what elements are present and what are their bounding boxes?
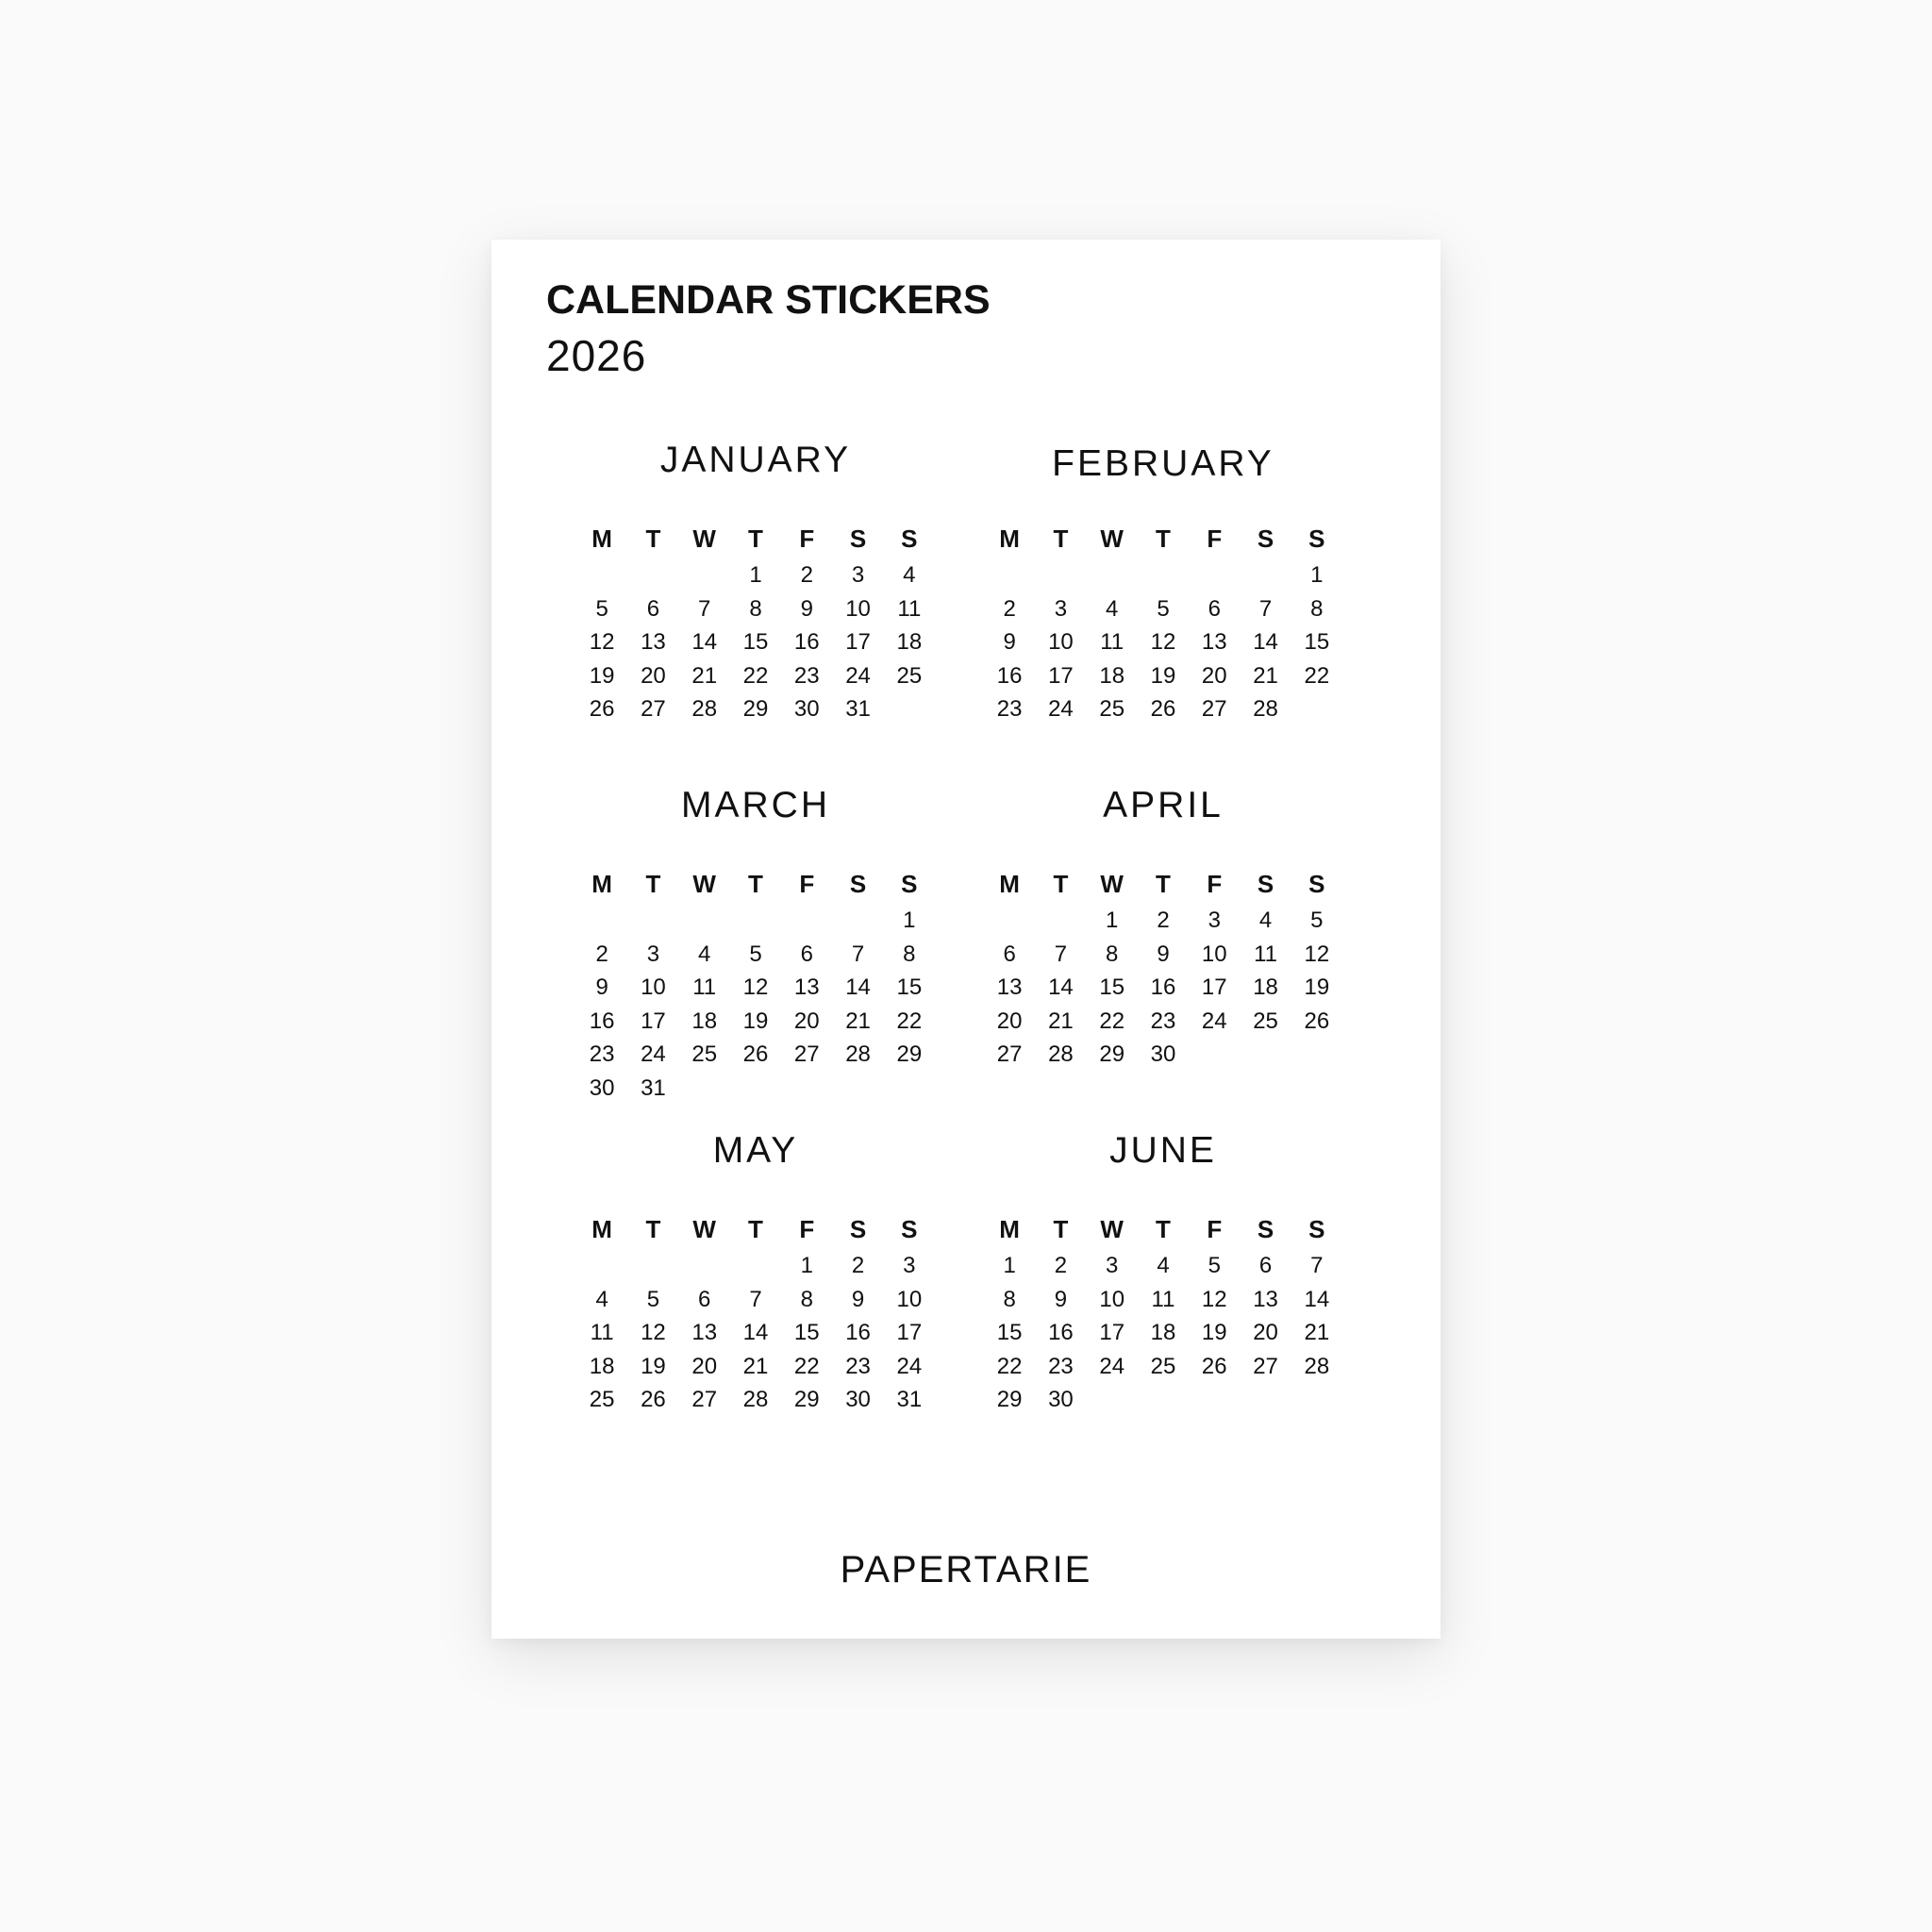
weekday-label: T <box>645 870 661 898</box>
day-cell: 14 <box>1048 974 1074 1000</box>
day-cell: 6 <box>698 1286 711 1312</box>
day-cell: 9 <box>1054 1286 1068 1312</box>
day-cell: 15 <box>742 629 769 655</box>
weekday-label: S <box>901 525 918 553</box>
weekday-label: S <box>901 1215 918 1243</box>
weekday-label: M <box>591 525 612 553</box>
day-cell: 19 <box>1150 662 1176 689</box>
day-cell: 24 <box>641 1041 666 1067</box>
week-row <box>576 1005 935 1039</box>
day-cell: 17 <box>641 1008 666 1034</box>
day-cell: 10 <box>641 974 666 1000</box>
day-cell: 20 <box>793 1008 820 1034</box>
week-row <box>984 938 1342 972</box>
weekday-label: W <box>692 1215 716 1243</box>
month-name: MARCH <box>681 785 830 825</box>
day-cell: 18 <box>691 1008 718 1034</box>
weekday-label: T <box>1156 525 1171 553</box>
day-cell: 20 <box>641 662 666 689</box>
weekday-label: T <box>1053 1215 1069 1243</box>
week-row <box>984 625 1342 659</box>
day-cell: 28 <box>742 1387 769 1412</box>
weekday-label: S <box>1308 1215 1325 1243</box>
week-row <box>576 1249 935 1283</box>
month-name: APRIL <box>1103 785 1224 825</box>
day-cell: 23 <box>1150 1008 1176 1034</box>
weekday-label: W <box>1100 1215 1124 1243</box>
day-cell: 6 <box>646 595 660 622</box>
week-row <box>576 971 935 1005</box>
empty-day-cell <box>730 1249 781 1283</box>
week-row <box>984 1038 1342 1072</box>
day-cell: 17 <box>1201 974 1227 1000</box>
week-row <box>576 592 935 626</box>
week-row <box>576 558 935 592</box>
day-cell: 30 <box>1048 1387 1074 1412</box>
day-cell: 2 <box>1157 908 1170 933</box>
day-cell: 16 <box>793 629 820 655</box>
day-cell: 10 <box>1201 941 1227 967</box>
weekday-label: W <box>692 870 716 898</box>
day-cell: 14 <box>742 1320 769 1345</box>
weekday-label: T <box>1053 525 1069 553</box>
weekday-label: T <box>1156 870 1171 898</box>
day-cell: 27 <box>1253 1353 1278 1379</box>
day-cell: 19 <box>742 1008 769 1034</box>
day-cell: 15 <box>793 1320 820 1345</box>
empty-day-cell <box>1138 558 1189 592</box>
week-row <box>576 1316 935 1350</box>
month-name: MAY <box>712 1130 799 1171</box>
month-grid <box>576 864 935 1105</box>
day-cell: 2 <box>1003 595 1016 622</box>
day-cell: 1 <box>1310 562 1324 588</box>
day-cell: 16 <box>996 662 1023 689</box>
empty-day-cell <box>984 904 1035 938</box>
empty-day-cell <box>576 904 627 938</box>
day-cell: 1 <box>1003 1253 1016 1278</box>
day-cell: 3 <box>646 941 660 967</box>
day-cell: 10 <box>1048 629 1074 655</box>
day-cell: 23 <box>1048 1353 1074 1379</box>
day-cell: 28 <box>691 696 718 722</box>
day-cell: 20 <box>1201 662 1227 689</box>
week-row <box>576 1383 935 1417</box>
week-row <box>576 1038 935 1072</box>
weekday-label: S <box>1257 870 1274 898</box>
weekday-header <box>984 864 1342 904</box>
weekday-label: S <box>849 870 867 898</box>
day-cell: 24 <box>896 1353 923 1379</box>
weekday-label: S <box>1257 525 1274 553</box>
empty-day-cell <box>627 904 678 938</box>
day-cell: 7 <box>851 941 865 967</box>
day-cell: 28 <box>1048 1041 1074 1067</box>
brand-name: PAPERTARIE <box>840 1549 1092 1591</box>
week-row <box>576 938 935 972</box>
day-cell: 15 <box>996 1320 1023 1345</box>
week-row <box>984 1383 1342 1417</box>
week-row <box>576 692 935 726</box>
month-grid <box>576 519 935 726</box>
day-cell: 18 <box>589 1353 615 1379</box>
day-cell: 11 <box>692 974 717 1000</box>
day-cell: 23 <box>996 696 1023 722</box>
day-cell: 4 <box>1157 1253 1170 1278</box>
day-cell: 4 <box>698 941 711 967</box>
day-cell: 17 <box>896 1320 923 1345</box>
day-cell: 9 <box>1003 629 1016 655</box>
empty-day-cell <box>576 558 627 592</box>
day-cell: 1 <box>1106 908 1119 933</box>
week-row <box>984 692 1342 726</box>
month-grid <box>984 1209 1342 1417</box>
sheet-title: CALENDAR STICKERS <box>546 277 991 323</box>
day-cell: 5 <box>1310 908 1324 933</box>
day-cell: 8 <box>903 941 916 967</box>
day-cell: 17 <box>1048 662 1074 689</box>
day-cell: 10 <box>896 1286 923 1312</box>
day-cell: 14 <box>1304 1286 1330 1312</box>
day-cell: 12 <box>589 629 615 655</box>
week-row <box>576 1072 935 1106</box>
day-cell: 16 <box>1150 974 1176 1000</box>
sticker-sheet <box>491 240 1441 1639</box>
month-grid <box>984 864 1342 1072</box>
day-cell: 3 <box>851 562 865 588</box>
empty-day-cell <box>679 1249 730 1283</box>
day-cell: 3 <box>903 1253 916 1278</box>
day-cell: 14 <box>691 629 718 655</box>
day-cell: 2 <box>1054 1253 1068 1278</box>
weekday-header <box>576 519 935 558</box>
day-cell: 31 <box>845 696 871 722</box>
day-cell: 27 <box>793 1041 820 1067</box>
weekday-label: S <box>1308 870 1325 898</box>
weekday-label: T <box>1156 1215 1171 1243</box>
day-cell: 20 <box>996 1008 1023 1034</box>
day-cell: 27 <box>691 1387 718 1412</box>
day-cell: 26 <box>742 1041 769 1067</box>
day-cell: 8 <box>1003 1286 1016 1312</box>
weekday-label: F <box>1207 1215 1223 1243</box>
month-name: JUNE <box>1109 1130 1217 1171</box>
day-cell: 5 <box>749 941 762 967</box>
weekday-header <box>984 1209 1342 1249</box>
day-cell: 4 <box>1258 908 1273 933</box>
weekday-label: T <box>748 525 763 553</box>
weekday-label: M <box>999 870 1020 898</box>
day-cell: 18 <box>1253 974 1278 1000</box>
day-cell: 22 <box>793 1353 820 1379</box>
day-cell: 14 <box>1253 629 1278 655</box>
weekday-label: S <box>1257 1215 1274 1243</box>
day-cell: 6 <box>1208 595 1221 622</box>
week-row <box>984 1350 1342 1384</box>
day-cell: 29 <box>742 696 769 722</box>
day-cell: 31 <box>896 1387 923 1412</box>
day-cell: 21 <box>1253 662 1278 689</box>
week-row <box>576 625 935 659</box>
day-cell: 5 <box>595 595 608 622</box>
day-cell: 1 <box>903 908 916 933</box>
day-cell: 25 <box>1253 1008 1278 1034</box>
day-cell: 22 <box>896 1008 923 1034</box>
weekday-label: S <box>901 870 918 898</box>
day-cell: 25 <box>896 662 923 689</box>
day-cell: 12 <box>641 1320 666 1345</box>
weekday-label: T <box>645 525 661 553</box>
day-cell: 12 <box>1150 629 1176 655</box>
empty-day-cell <box>730 904 781 938</box>
day-cell: 22 <box>996 1353 1023 1379</box>
day-cell: 21 <box>691 662 718 689</box>
weekday-header <box>984 519 1342 558</box>
day-cell: 6 <box>1258 1253 1273 1278</box>
day-cell: 13 <box>996 974 1023 1000</box>
day-cell: 4 <box>595 1286 608 1312</box>
month-grid <box>984 519 1342 726</box>
week-row <box>984 1316 1342 1350</box>
weekday-label: T <box>1053 870 1069 898</box>
day-cell: 26 <box>1304 1008 1330 1034</box>
day-cell: 12 <box>1304 941 1330 967</box>
day-cell: 25 <box>589 1387 615 1412</box>
day-cell: 7 <box>698 595 711 622</box>
day-cell: 13 <box>691 1320 718 1345</box>
day-cell: 21 <box>1304 1320 1330 1345</box>
day-cell: 4 <box>1106 595 1119 622</box>
day-cell: 27 <box>1201 696 1227 722</box>
empty-day-cell <box>984 558 1035 592</box>
day-cell: 10 <box>845 595 871 622</box>
week-row <box>576 659 935 693</box>
empty-day-cell <box>679 904 730 938</box>
day-cell: 28 <box>845 1041 871 1067</box>
day-cell: 15 <box>896 974 923 1000</box>
weekday-label: F <box>799 1215 815 1243</box>
day-cell: 7 <box>1310 1253 1324 1278</box>
day-cell: 7 <box>749 1286 762 1312</box>
weekday-header <box>576 1209 935 1249</box>
day-cell: 16 <box>845 1320 871 1345</box>
day-cell: 3 <box>1054 595 1068 622</box>
day-cell: 4 <box>903 562 916 588</box>
day-cell: 27 <box>641 696 666 722</box>
day-cell: 13 <box>793 974 820 1000</box>
day-cell: 7 <box>1258 595 1273 622</box>
day-cell: 29 <box>896 1041 923 1067</box>
day-cell: 19 <box>1201 1320 1227 1345</box>
month-name: JANUARY <box>659 440 852 480</box>
weekday-label: S <box>1308 525 1325 553</box>
day-cell: 19 <box>1304 974 1330 1000</box>
weekday-label: T <box>748 870 763 898</box>
day-cell: 2 <box>595 941 608 967</box>
weekday-label: T <box>748 1215 763 1243</box>
day-cell: 26 <box>589 696 615 722</box>
day-cell: 16 <box>589 1008 615 1034</box>
day-cell: 6 <box>1003 941 1016 967</box>
weekday-header <box>576 864 935 904</box>
day-cell: 6 <box>800 941 813 967</box>
day-cell: 24 <box>845 662 871 689</box>
day-cell: 21 <box>1048 1008 1074 1034</box>
day-cell: 10 <box>1099 1286 1125 1312</box>
empty-day-cell <box>1189 558 1240 592</box>
empty-day-cell <box>627 558 678 592</box>
day-cell: 29 <box>1099 1041 1125 1067</box>
empty-day-cell <box>1035 558 1086 592</box>
day-cell: 11 <box>1254 941 1278 967</box>
day-cell: 5 <box>1208 1253 1221 1278</box>
day-cell: 24 <box>1099 1353 1125 1379</box>
day-cell: 11 <box>1100 629 1124 655</box>
day-cell: 28 <box>1253 696 1278 722</box>
week-row <box>984 558 1342 592</box>
day-cell: 30 <box>589 1074 615 1101</box>
empty-day-cell <box>781 904 832 938</box>
day-cell: 1 <box>749 562 762 588</box>
weekday-label: W <box>692 525 716 553</box>
day-cell: 1 <box>800 1253 813 1278</box>
weekday-label: S <box>849 1215 867 1243</box>
day-cell: 11 <box>1151 1286 1175 1312</box>
day-cell: 30 <box>793 696 820 722</box>
day-cell: 21 <box>742 1353 769 1379</box>
month-name: FEBRUARY <box>1052 443 1274 484</box>
week-row <box>984 1283 1342 1317</box>
weekday-label: M <box>591 1215 612 1243</box>
week-row <box>984 592 1342 626</box>
day-cell: 3 <box>1106 1253 1119 1278</box>
day-cell: 7 <box>1054 941 1068 967</box>
day-cell: 18 <box>896 629 923 655</box>
week-row <box>576 1350 935 1384</box>
day-cell: 31 <box>641 1074 666 1101</box>
weekday-label: F <box>799 870 815 898</box>
week-row <box>984 659 1342 693</box>
sheet-year: 2026 <box>546 331 647 380</box>
day-cell: 16 <box>1048 1320 1074 1345</box>
empty-day-cell <box>1087 558 1138 592</box>
empty-day-cell <box>1240 558 1291 592</box>
day-cell: 2 <box>800 562 813 588</box>
weekday-label: T <box>645 1215 661 1243</box>
day-cell: 17 <box>845 629 871 655</box>
day-cell: 5 <box>1157 595 1170 622</box>
day-cell: 26 <box>1150 696 1176 722</box>
weekday-label: S <box>849 525 867 553</box>
day-cell: 19 <box>589 662 615 689</box>
day-cell: 5 <box>646 1286 660 1312</box>
day-cell: 30 <box>1150 1041 1176 1067</box>
empty-day-cell <box>832 904 883 938</box>
day-cell: 9 <box>851 1286 865 1312</box>
day-cell: 17 <box>1099 1320 1125 1345</box>
weekday-label: F <box>1207 870 1223 898</box>
day-cell: 14 <box>845 974 871 1000</box>
day-cell: 23 <box>845 1353 871 1379</box>
day-cell: 24 <box>1048 696 1074 722</box>
day-cell: 11 <box>590 1320 614 1345</box>
day-cell: 29 <box>996 1387 1023 1412</box>
empty-day-cell <box>627 1249 678 1283</box>
weekday-label: W <box>1100 525 1124 553</box>
day-cell: 30 <box>845 1387 871 1412</box>
week-row <box>576 904 935 938</box>
weekday-label: W <box>1100 870 1124 898</box>
day-cell: 20 <box>691 1353 718 1379</box>
week-row <box>984 971 1342 1005</box>
day-cell: 18 <box>1099 662 1125 689</box>
day-cell: 9 <box>595 974 608 1000</box>
day-cell: 8 <box>1106 941 1119 967</box>
day-cell: 19 <box>641 1353 666 1379</box>
empty-day-cell <box>679 558 730 592</box>
week-row <box>576 1283 935 1317</box>
day-cell: 21 <box>845 1008 871 1034</box>
day-cell: 2 <box>851 1253 865 1278</box>
day-cell: 25 <box>1099 696 1125 722</box>
day-cell: 12 <box>742 974 769 1000</box>
day-cell: 25 <box>1150 1353 1176 1379</box>
day-cell: 13 <box>1253 1286 1278 1312</box>
day-cell: 13 <box>641 629 666 655</box>
weekday-label: M <box>999 1215 1020 1243</box>
weekday-label: M <box>999 525 1020 553</box>
empty-day-cell <box>1035 904 1086 938</box>
day-cell: 23 <box>589 1041 615 1067</box>
day-cell: 13 <box>1201 629 1227 655</box>
weekday-label: M <box>591 870 612 898</box>
weekday-label: F <box>799 525 815 553</box>
day-cell: 15 <box>1304 629 1330 655</box>
day-cell: 26 <box>641 1387 666 1412</box>
empty-day-cell <box>576 1249 627 1283</box>
day-cell: 23 <box>793 662 820 689</box>
day-cell: 29 <box>793 1387 820 1412</box>
day-cell: 22 <box>742 662 769 689</box>
day-cell: 12 <box>1201 1286 1227 1312</box>
day-cell: 18 <box>1150 1320 1176 1345</box>
day-cell: 22 <box>1304 662 1330 689</box>
day-cell: 8 <box>749 595 762 622</box>
day-cell: 27 <box>996 1041 1023 1067</box>
day-cell: 9 <box>1157 941 1170 967</box>
day-cell: 8 <box>1310 595 1324 622</box>
day-cell: 11 <box>897 595 922 622</box>
day-cell: 9 <box>800 595 813 622</box>
day-cell: 3 <box>1208 908 1221 933</box>
day-cell: 24 <box>1201 1008 1227 1034</box>
day-cell: 28 <box>1304 1353 1330 1379</box>
day-cell: 15 <box>1099 974 1125 1000</box>
month-grid <box>576 1209 935 1417</box>
day-cell: 26 <box>1201 1353 1227 1379</box>
week-row <box>984 1249 1342 1283</box>
week-row <box>984 904 1342 938</box>
weekday-label: F <box>1207 525 1223 553</box>
day-cell: 25 <box>691 1041 718 1067</box>
day-cell: 20 <box>1253 1320 1278 1345</box>
week-row <box>984 1005 1342 1039</box>
day-cell: 8 <box>800 1286 813 1312</box>
day-cell: 22 <box>1099 1008 1125 1034</box>
